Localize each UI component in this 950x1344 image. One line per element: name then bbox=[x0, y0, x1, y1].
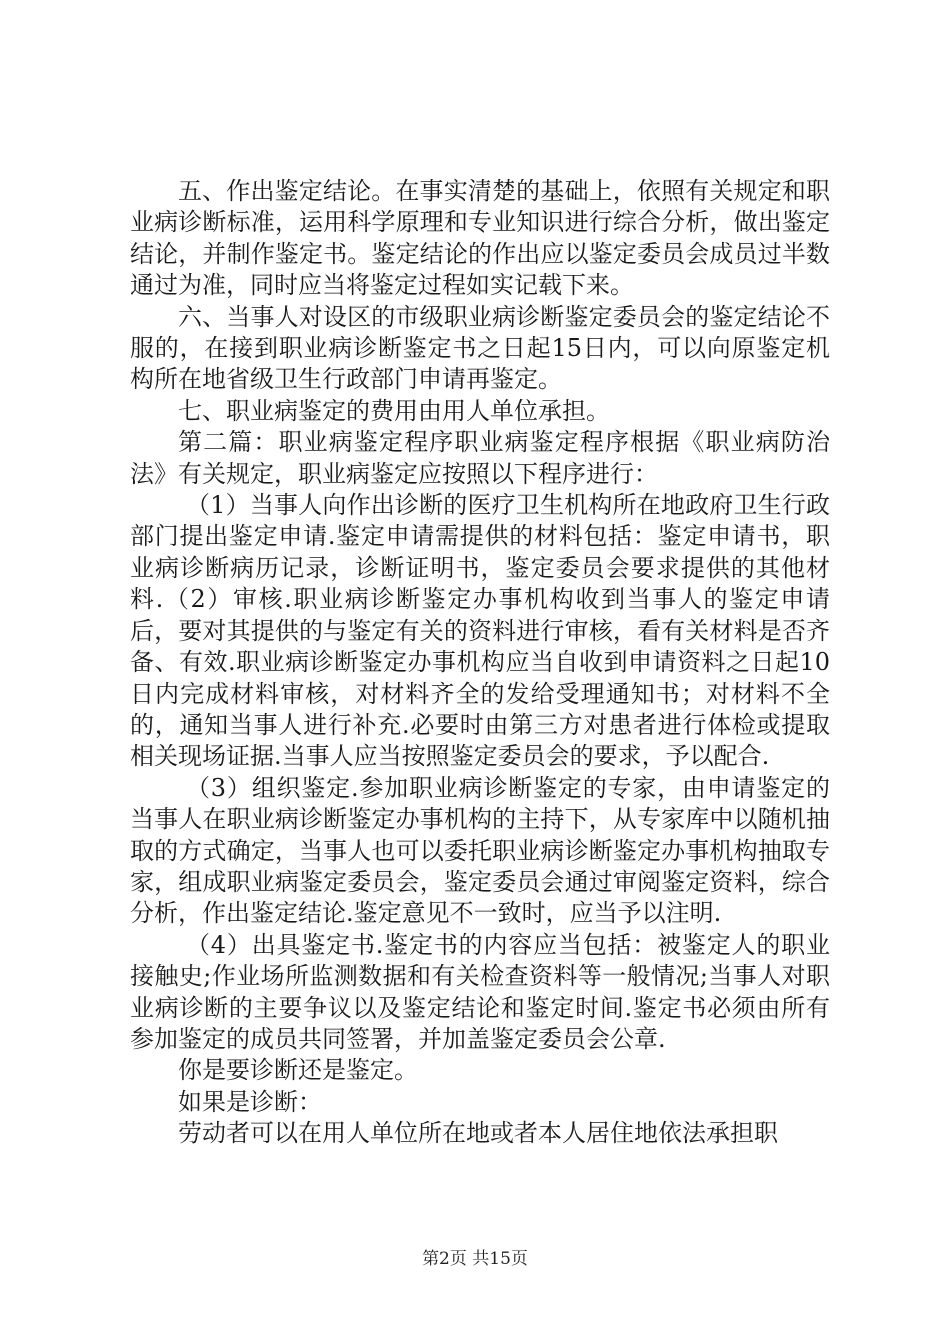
page-number: 第2页 共15页 bbox=[422, 1249, 528, 1269]
paragraph-if-diagnosis: 如果是诊断： bbox=[178, 1087, 322, 1116]
paragraph-fee: 七、职业病鉴定的费用由用人单位承担。 bbox=[178, 396, 610, 425]
paragraph-appeal: 六、当事人对设区的市级职业病诊断鉴定委员会的鉴定结论不服的，在接到职业病诊断鉴定书之日起15日内，可以向原鉴定机构所在地省级卫生行政部门申请再鉴定。 bbox=[130, 302, 830, 394]
paragraph-conclusion: 五、作出鉴定结论。在事实清楚的基础上，依照有关规定和职业病诊断标准，运用科学原理和专业知识进行综合分析，做出鉴定结论，并制作鉴定书。鉴定结论的作出应以鉴定委员会成员过半数通过为准，同时应当将鉴定过程如实记载下来。 bbox=[130, 177, 830, 300]
paragraph-step-1-2: （1）当事人向作出诊断的医疗卫生机构所在地政府卫生行政部门提出鉴定申请.鉴定申请需提供的材料包括：鉴定申请书，职业病诊断病历记录，诊断证明书，鉴定委员会要求提供的其他材料.（2）审核.职业病诊断鉴定办事机构收到当事人的鉴定申请后，要对其提供的与鉴定有关的资料进行审核，看有关材料是否齐备、有效.职业病诊断鉴定办事机构应当自收到申请资料之日起10日内完成材料审核，对材料齐全的发给受理通知书；对材料不全的，通知当事人进行补充.必要时由第三方对患者进行体检或提取相关现场证据.当事人应当按照鉴定委员会的要求，予以配合. bbox=[130, 491, 830, 771]
paragraph-step-3: （3）组织鉴定.参加职业病诊断鉴定的专家，由申请鉴定的当事人在职业病诊断鉴定办事机构的主持下，从专家库中以随机抽取的方式确定，当事人也可以委托职业病诊断鉴定办事机构抽取专家，组成职业病鉴定委员会，鉴定委员会通过审阅鉴定资料，综合分析，作出鉴定结论.鉴定意见不一致时，应当予以注明. bbox=[130, 773, 830, 928]
paragraph-section-two: 第二篇：职业病鉴定程序职业病鉴定程序根据《职业病防治法》有关规定，职业病鉴定应按照以下程序进行： bbox=[130, 428, 830, 488]
paragraph-worker: 劳动者可以在用人单位所在地或者本人居住地依法承担职 bbox=[178, 1119, 778, 1148]
document-body bbox=[130, 176, 830, 1150]
paragraph-question: 你是要诊断还是鉴定。 bbox=[178, 1056, 418, 1085]
paragraph-step-4: （4）出具鉴定书.鉴定书的内容应当包括：被鉴定人的职业接触史;作业场所监测数据和有关检查资料等一般情况;当事人对职业病诊断的主要争议以及鉴定结论和鉴定时间.鉴定书必须由所有参加鉴定的成员共同签署，并加盖鉴定委员会公章. bbox=[130, 930, 830, 1053]
